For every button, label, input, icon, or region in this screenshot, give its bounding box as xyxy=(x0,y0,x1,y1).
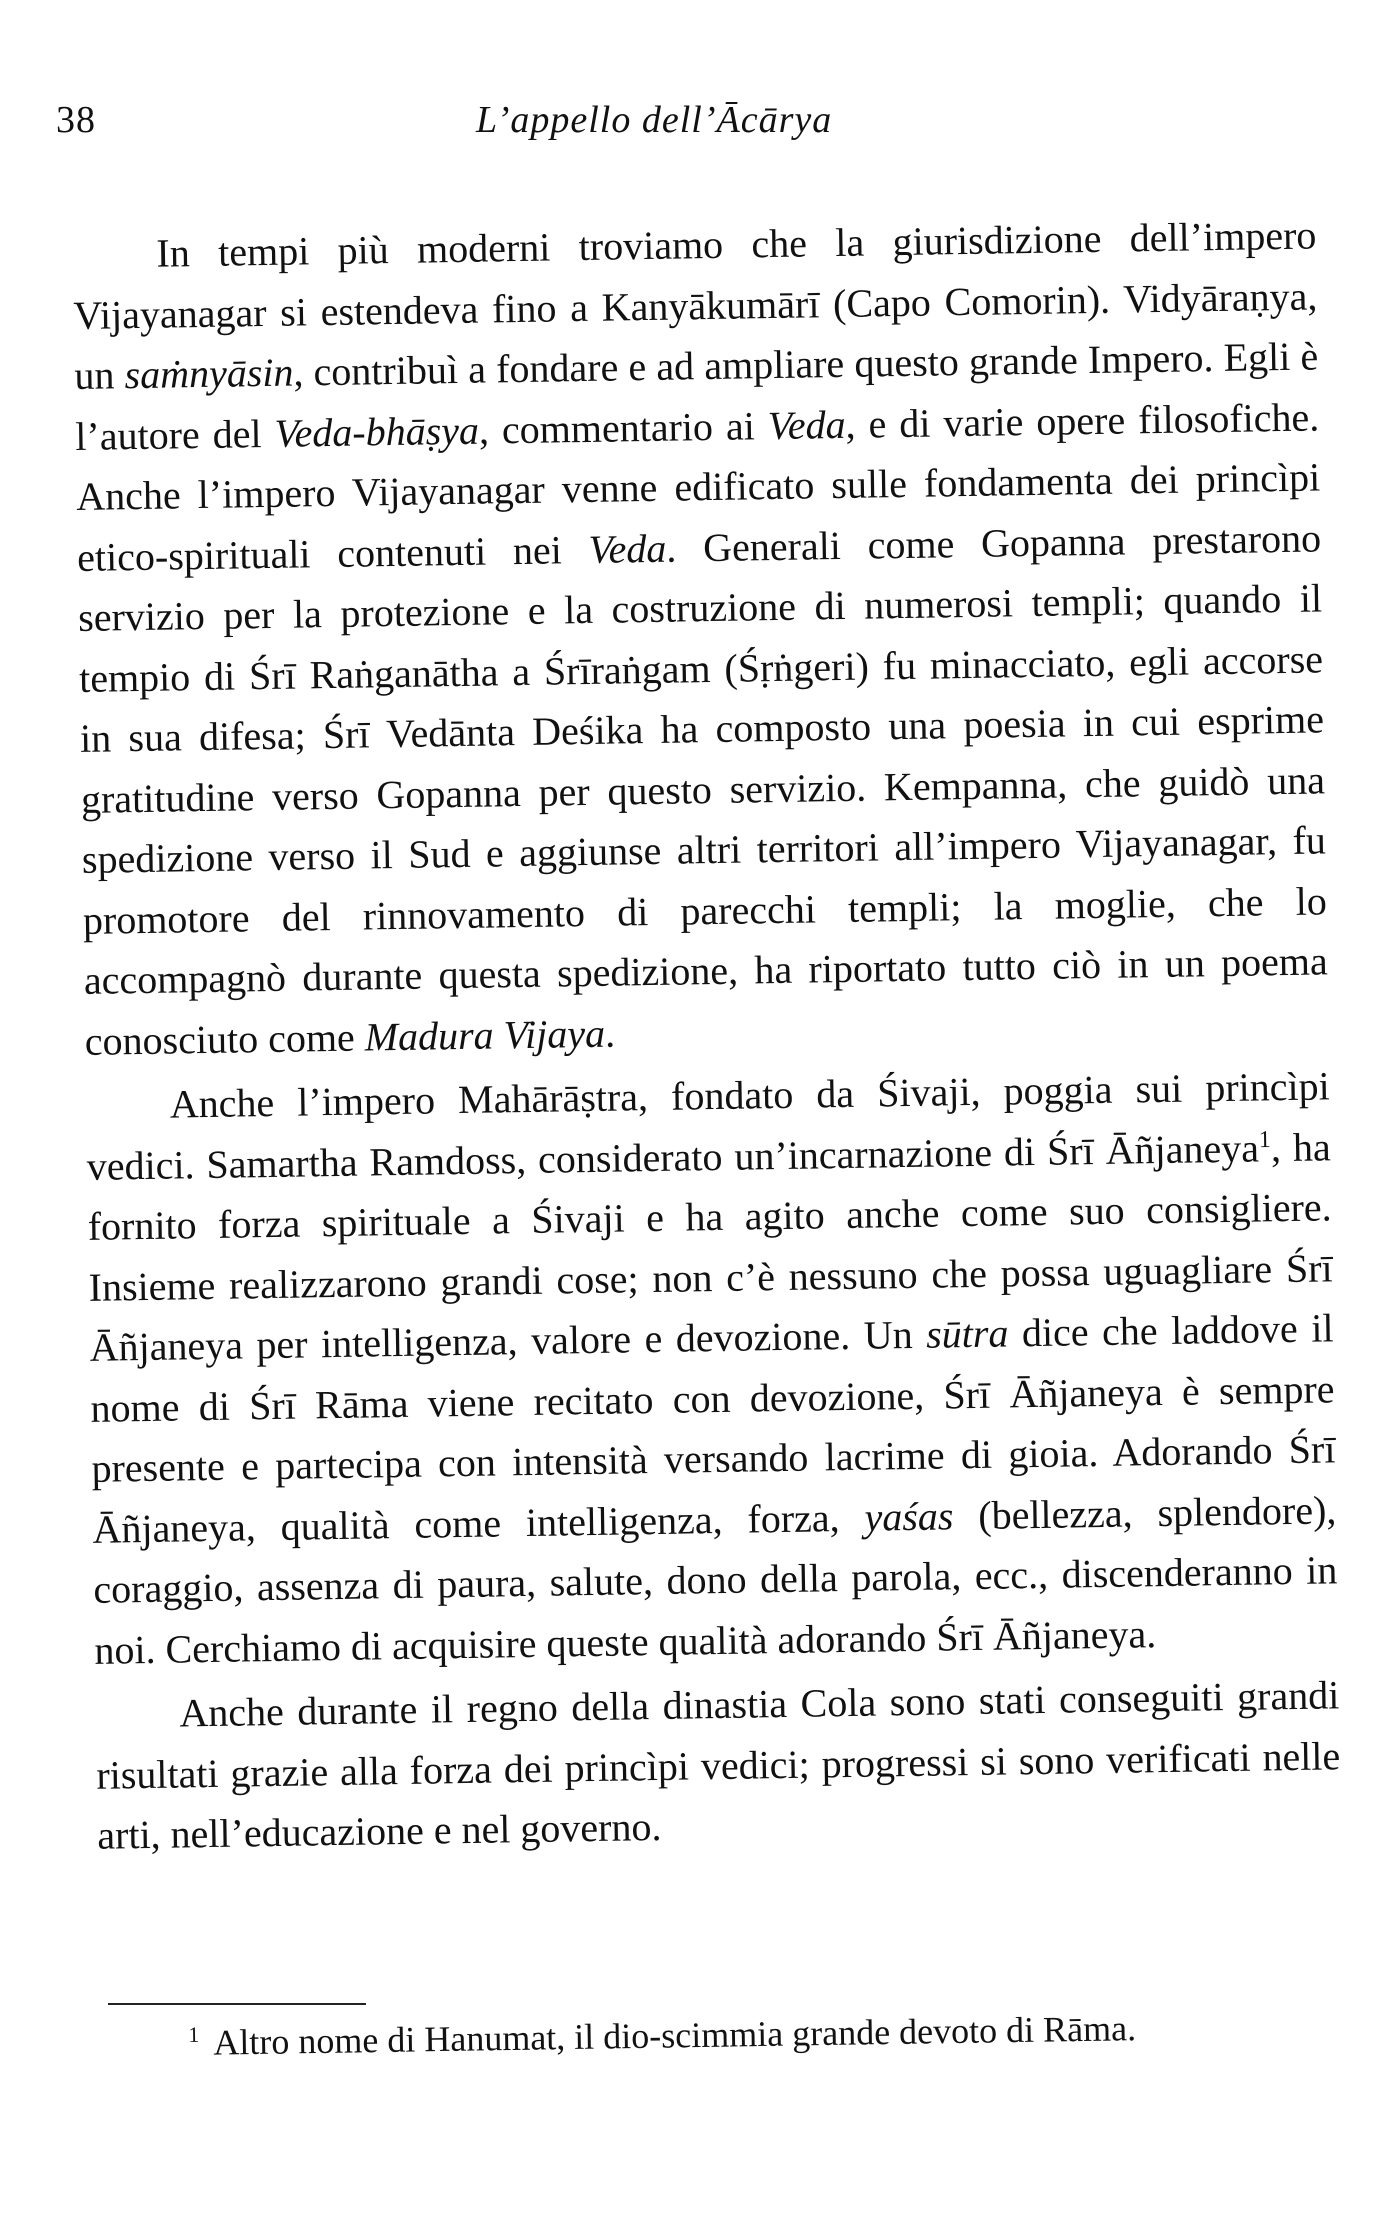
italic-term: saṁnyāsin xyxy=(124,349,294,398)
text-run: , e di varie opere filosofiche. Anche l’impero Vijayanagar venne edificato sulle fondamenta dei princìpi etico-spirituali contenuti nei xyxy=(75,393,1321,580)
italic-term: Veda xyxy=(588,525,667,572)
text-run: (bellezza, splendore), coraggio, assenza di paura, salute, dono della parola, ecc., discenderanno in noi. Cerchiamo di acquisire queste qualità adorando Śrī Āñjaneya. xyxy=(93,1486,1338,1673)
text-run: . Generali come Gopanna prestarono servizio per la protezione e la costruzione di numerosi templi; quando il tempio di Śrī Raṅganātha a Śrīraṅgam (Śṛṅgeri) fu minacciato, egli accorse in sua difesa; Śrī Vedānta Deśika ha composto una poesia in cui esprime gratitudine verso Gopanna per questo servizio. Kempanna, che guidò una spedizione verso il Sud e aggiunse altri territori all’impero Vijayanagar, fu promotore del rinnovamento di parecchi templi; la moglie, che lo accompagnò durante questa spedizione, ha riportato tutto ciò in un poema conosciuto come xyxy=(77,514,1329,1064)
text-run: dice che laddove il nome di Śrī Rāma viene recitato con devozione, Śrī Āñjaneya è sempre presente e partecipa con intensità versando lacrime di gioia. Adorando Śrī Āñjaneya, qualità come intelligenza, forza, xyxy=(90,1305,1336,1552)
italic-term: yaśas xyxy=(864,1492,954,1540)
text-run: In tempi più moderni troviamo che la giurisdizione dell’impero Vijayanagar si estendeva fino a Kanyākumārī (Capo Comorin). Vidyāraṇya, un xyxy=(73,212,1318,398)
italic-term: Veda-bhāṣya xyxy=(274,407,480,456)
italic-term: Veda xyxy=(767,401,846,448)
text-run: , contribuì a fondare e ad ampliare questo grande Impero. Egli è l’autore del xyxy=(74,333,1319,459)
footnote xyxy=(188,2002,1339,2066)
paragraph-1 xyxy=(72,205,1329,1071)
footnote-marker: 1 xyxy=(188,2021,200,2047)
paragraph-2 xyxy=(85,1056,1338,1680)
page-number: 38 xyxy=(56,99,96,141)
paragraph-3: Anche durante il regno della dinastia Cola sono stati conseguiti grandi risultati grazie alla forza dei princìpi vedici; progressi si sono verificati nelle arti, nell’educazione e nel governo. xyxy=(95,1672,1341,1858)
footnote-divider xyxy=(108,2003,366,2005)
text-run: , commentario ai xyxy=(478,402,769,453)
italic-term: sūtra xyxy=(925,1310,1009,1357)
text-run: , ha fornito forza spirituale a Śivaji e ha agito anche come suo consigliere. Insieme realizzarono grandi cose; non c’è nessuno che possa uguagliare Śrī Āñjaneya per intelligenza, valore e devozione. Un xyxy=(87,1123,1333,1370)
page-header xyxy=(56,98,1316,158)
italic-term: Madura Vijaya xyxy=(364,1010,606,1059)
footnote-text: Altro nome di Hanumat, il dio-scimmia grande devoto di Rāma. xyxy=(213,2008,1137,2063)
footnote-reference[interactable]: 1 xyxy=(1258,1126,1271,1153)
text-run: . xyxy=(604,1010,616,1056)
running-title: L’appello dell’Ācārya xyxy=(476,99,833,141)
text-run: Anche l’impero Mahārāṣtra, fondato da Śivaji, poggia sui princìpi vedici. Samartha Ramdoss, considerato un’incarnazione di Śrī Āñjaneya xyxy=(86,1063,1331,1189)
body-text xyxy=(72,205,1342,1866)
